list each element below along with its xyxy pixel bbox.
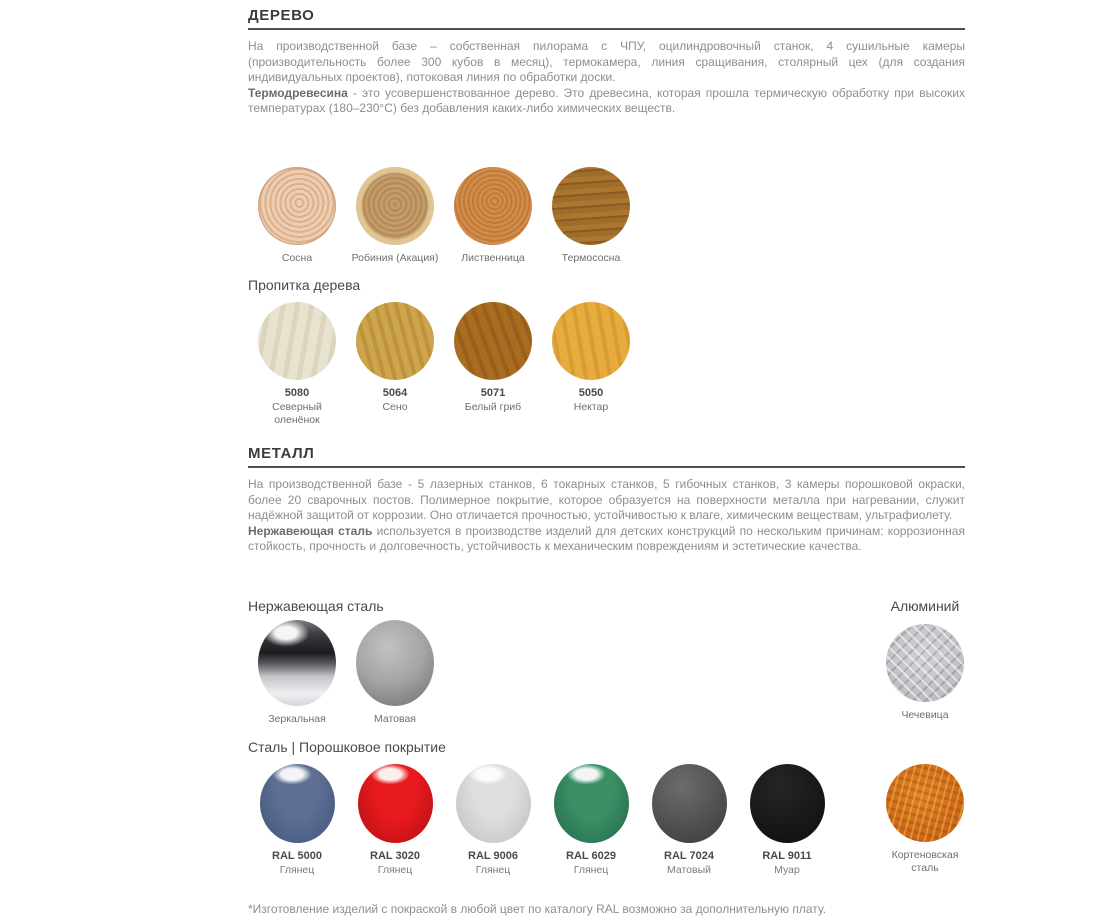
wood-swatch-thermopine bbox=[542, 167, 640, 265]
wood-section-divider bbox=[248, 28, 965, 30]
swatch-code: 5080 bbox=[284, 387, 310, 399]
stainless-paragraph bbox=[248, 524, 965, 555]
wood-species-row bbox=[248, 167, 965, 265]
swatch-label: Кортеновская сталь bbox=[891, 849, 959, 874]
pine-swatch-circle bbox=[258, 167, 336, 245]
impregnation-row bbox=[248, 302, 965, 427]
stainless-title: Нержавеющая сталь bbox=[248, 598, 384, 614]
stainless-lead: Нержавеющая сталь bbox=[248, 523, 373, 538]
metal-section-divider bbox=[248, 466, 965, 468]
powder-swatch-ral7024 bbox=[640, 764, 738, 877]
impregnation-5064-circle bbox=[356, 302, 434, 380]
stainless-swatch-matte bbox=[346, 620, 444, 726]
swatch-label: Белый гриб bbox=[464, 401, 522, 413]
powder-swatch-ral9011 bbox=[738, 764, 836, 877]
swatch-code: RAL 9011 bbox=[762, 850, 812, 862]
swatch-label: Робиния (Акация) bbox=[351, 252, 439, 264]
ral6029-sphere bbox=[554, 764, 629, 843]
checker-plate-circle bbox=[886, 624, 964, 702]
metal-paragraphs bbox=[248, 477, 965, 584]
swatch-code: RAL 6029 bbox=[566, 850, 616, 862]
wood-swatch-robinia bbox=[346, 167, 444, 265]
swatch-label: Лиственница bbox=[461, 252, 525, 264]
metal-section-title: МЕТАЛЛ bbox=[248, 445, 315, 462]
mirror-steel-sphere bbox=[258, 620, 336, 706]
swatch-label: Матовая bbox=[374, 713, 416, 725]
thermowood-lead: Термодревесина bbox=[248, 85, 348, 100]
stainless-row bbox=[248, 620, 965, 726]
wood-swatch-larch bbox=[444, 167, 542, 265]
swatch-code: 5050 bbox=[578, 387, 604, 399]
ral5000-sphere bbox=[260, 764, 335, 843]
swatch-label: Сосна bbox=[281, 252, 313, 264]
ral9011-sphere bbox=[750, 764, 825, 843]
ral9006-sphere bbox=[456, 764, 531, 843]
corten-steel-circle bbox=[886, 764, 964, 842]
metal-production-paragraph: На производственной базе - 5 лазерных станков, 6 токарных станков, 5 гибочных станков, 3 камеры порошковой окраски, более 20 сварочных постов. Полимерное покрытие, которое образуется на поверхности металла при нагревании, служит надёжной защитой от коррозии. Оно отличается прочностью, устойчивостью к влаге, химическим веществам, ультрафиолету. bbox=[248, 477, 965, 523]
aluminum-title: Алюминий bbox=[890, 598, 960, 614]
swatch-code: RAL 5000 bbox=[272, 850, 322, 862]
swatch-code: RAL 3020 bbox=[370, 850, 420, 862]
stainless-swatch-mirror bbox=[248, 620, 346, 726]
page-content bbox=[248, 7, 965, 916]
swatch-label: Сено bbox=[382, 401, 408, 413]
impregnation-title: Пропитка дерева bbox=[248, 277, 361, 293]
wood-paragraphs bbox=[248, 39, 965, 149]
powder-coating-title: Сталь | Порошковое покрытие bbox=[248, 739, 446, 755]
swatch-code: 5071 bbox=[480, 387, 506, 399]
swatch-finish: Матовый bbox=[667, 864, 711, 876]
swatch-finish: Глянец bbox=[279, 864, 315, 876]
swatch-code: RAL 7024 bbox=[664, 850, 714, 862]
swatch-finish: Глянец bbox=[573, 864, 609, 876]
larch-swatch-circle bbox=[454, 167, 532, 245]
swatch-label: Термососна bbox=[561, 252, 621, 264]
swatch-label: Зеркальная bbox=[268, 713, 326, 725]
powder-swatch-ral3020 bbox=[346, 764, 444, 877]
stainless-rest: используется в производстве изделий для детских конструкций по нескольким причинам: коррозионная стойкость, прочность и долговечность, устойчивость к механическим повреждениям и эстетические качества. bbox=[248, 523, 965, 554]
swatch-finish: Глянец bbox=[475, 864, 511, 876]
wood-production-paragraph: На производственной базе – собственная пилорама с ЧПУ, оцилиндровочный станок, 4 сушильные камеры (производительность более 300 кубов в месяц), термокамера, линия сращивания, столярный цех (для создания индивидуальных проектов), потоковая линия по обработки доски. bbox=[248, 39, 965, 85]
robinia-swatch-circle bbox=[356, 167, 434, 245]
thermopine-swatch-circle bbox=[552, 167, 630, 245]
swatch-code: 5064 bbox=[382, 387, 408, 399]
ral3020-sphere bbox=[358, 764, 433, 843]
aluminum-swatch-lentil bbox=[885, 624, 965, 722]
powder-swatch-ral6029 bbox=[542, 764, 640, 877]
ral-footnote: *Изготовление изделий с покраской в любой цвет по каталогу RAL возможно за дополнительную плату. bbox=[248, 902, 827, 916]
matte-steel-sphere bbox=[356, 620, 434, 706]
impregnation-5080-circle bbox=[258, 302, 336, 380]
wood-swatch-pine bbox=[248, 167, 346, 265]
swatch-finish: Глянец bbox=[377, 864, 413, 876]
impregnation-swatch-5080 bbox=[248, 302, 346, 427]
ral7024-sphere bbox=[652, 764, 727, 843]
stainless-aluminum-header bbox=[248, 598, 965, 615]
swatch-label: Северный оленёнок bbox=[272, 401, 322, 426]
impregnation-5071-circle bbox=[454, 302, 532, 380]
thermowood-paragraph bbox=[248, 86, 965, 117]
corten-steel-swatch bbox=[885, 764, 965, 875]
swatch-code: RAL 9006 bbox=[468, 850, 518, 862]
swatch-label: Чечевица bbox=[901, 709, 949, 721]
thermowood-rest: - это усовершенствованное дерево. Это древесина, которая прошла термическую обработку при высоких температурах (180–230°С) без добавления каких-либо химических веществ. bbox=[248, 85, 965, 116]
powder-swatch-ral9006 bbox=[444, 764, 542, 877]
swatch-label: Нектар bbox=[573, 401, 609, 413]
impregnation-swatch-5064 bbox=[346, 302, 444, 414]
powder-swatch-ral5000 bbox=[248, 764, 346, 877]
swatch-finish: Муар bbox=[774, 864, 800, 876]
wood-section-title: ДЕРЕВО bbox=[248, 7, 315, 24]
impregnation-swatch-5071 bbox=[444, 302, 542, 414]
powder-coating-row bbox=[248, 764, 965, 877]
impregnation-swatch-5050 bbox=[542, 302, 640, 414]
impregnation-5050-circle bbox=[552, 302, 630, 380]
